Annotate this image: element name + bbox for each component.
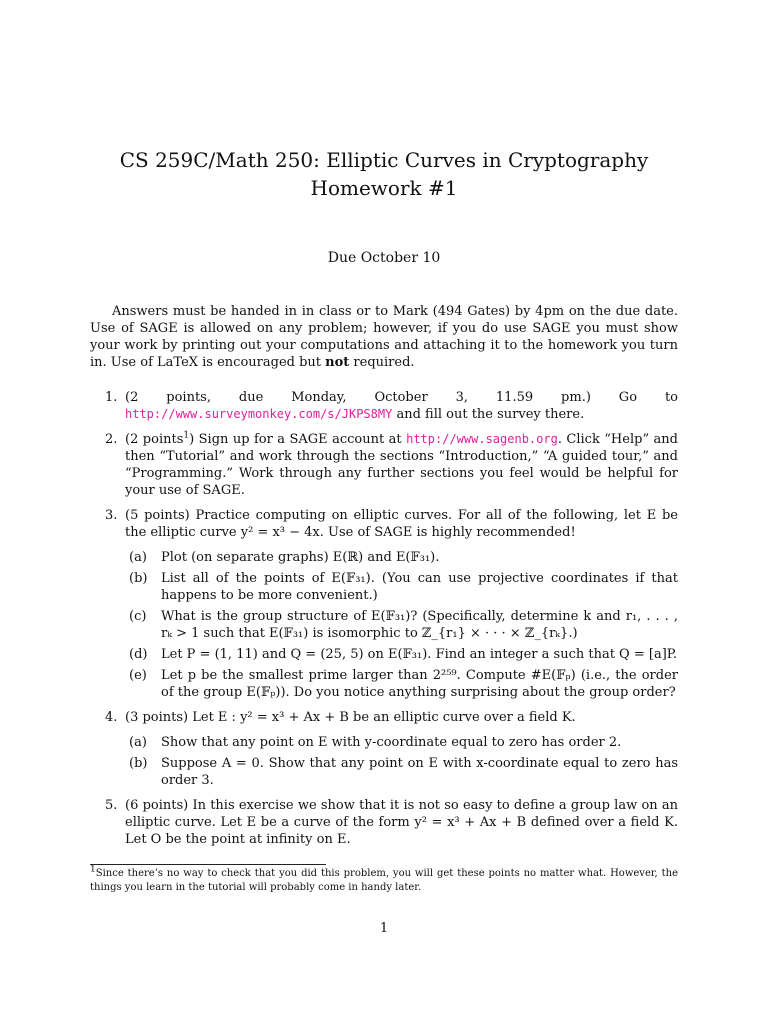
problem-number: 2.: [105, 432, 118, 447]
subproblem-text: Let P = (1, 11) and Q = (25, 5) on E(𝔽₃₁). Find an integer a such that Q = [a]P.: [161, 647, 678, 662]
subproblem-label: (d): [129, 647, 148, 662]
title-block: [0, 146, 768, 202]
subproblem-label: (c): [129, 609, 147, 624]
problem-text-mid: ) Sign up for a SAGE account at: [189, 432, 407, 447]
problem-text: (2 points: [125, 432, 184, 447]
subproblem-list: [125, 734, 678, 789]
subproblem-text: List all of the points of E(𝔽₃₁). (You can use projective coordinates if that happens to be more convenient.): [161, 571, 678, 603]
subproblem-a: [125, 549, 678, 566]
sagenb-link[interactable]: http://www.sagenb.org: [406, 432, 558, 446]
surveymonkey-link[interactable]: http://www.surveymonkey.com/s/JKPS8MY: [125, 407, 393, 421]
footnote-reference[interactable]: 1: [183, 430, 190, 441]
subproblem-c: [125, 608, 678, 642]
footnote: [90, 864, 678, 895]
problem-text-end: . Click “Help” and then “Tutorial” and work through the sections “Introduction,” “A guided tour,” and “Programming.” Work through any further sections you feel would be helpful for your use of SAGE.: [125, 432, 678, 498]
intro-paragraph: [90, 303, 678, 371]
subproblem-list: [125, 549, 678, 701]
problem-list: [90, 389, 678, 856]
subproblem-text: What is the group structure of E(𝔽₃₁)? (Specifically, determine k and r₁, . . . , rₖ > 1 such that E(𝔽₃₁) is isomorphic to ℤ_{r₁} × · · · × ℤ_{rₖ}.): [161, 609, 678, 641]
problem-number: 3.: [105, 508, 118, 523]
document-subtitle: Homework #1: [310, 176, 458, 200]
subproblem-label: (e): [129, 668, 147, 683]
subproblem-text: Show that any point on E with y-coordinate equal to zero has order 2.: [161, 735, 622, 750]
document-title: CS 259C/Math 250: Elliptic Curves in Cryptography: [119, 148, 649, 172]
problem-2: [90, 431, 678, 499]
problem-number: 5.: [105, 798, 118, 813]
subproblem-e: [125, 667, 678, 701]
problem-5: [90, 797, 678, 848]
due-date: Due October 10: [327, 250, 441, 266]
subproblem-b: [125, 570, 678, 604]
problem-3: [90, 507, 678, 701]
footnote-rule: [90, 864, 326, 865]
subproblem-d: [125, 646, 678, 663]
page-number: 1: [379, 921, 389, 936]
problem-text: (3 points) Let E : y² = x³ + Ax + B be an elliptic curve over a field K.: [125, 710, 576, 725]
footnote-mark: 1: [90, 864, 96, 875]
subproblem-b: [125, 755, 678, 789]
subproblem-label: (b): [129, 571, 148, 586]
problem-4: [90, 709, 678, 789]
intro-text: Answers must be handed in in class or to Mark (494 Gates) by 4pm on the due date. Use of SAGE is allowed on any problem; however, if you do use SAGE you must show your work by printing out your computations and attaching it to the homework you turn in. Use of LaTeX is encouraged but: [90, 304, 678, 370]
intro-text-end: required.: [349, 355, 415, 370]
subproblem-text: Plot (on separate graphs) E(ℝ) and E(𝔽₃₁).: [161, 550, 440, 565]
subproblem-label: (b): [129, 756, 148, 771]
problem-text: (5 points) Practice computing on elliptic curves. For all of the following, let E be the elliptic curve y² = x³ − 4x. Use of SAGE is highly recommended!: [125, 508, 678, 540]
subproblem-a: [125, 734, 678, 751]
problem-text: (6 points) In this exercise we show that it is not so easy to define a group law on an elliptic curve. Let E be a curve of the form y² = x³ + Ax + B defined over a field K. Let O be the point at infinity on E.: [125, 798, 678, 847]
problem-number: 1.: [105, 390, 118, 405]
subproblem-label: (a): [129, 550, 147, 565]
subproblem-label: (a): [129, 735, 147, 750]
problem-text-end: and fill out the survey there.: [392, 407, 585, 422]
subproblem-text: Suppose A = 0. Show that any point on E with x-coordinate equal to zero has order 3.: [161, 756, 678, 788]
subproblem-text: Let p be the smallest prime larger than 2²⁵⁹. Compute #E(𝔽ₚ) (i.e., the order of the group E(𝔽ₚ)). Do you notice anything surprising about the group order?: [161, 668, 678, 700]
footnote-text: Since there’s no way to check that you did this problem, you will get these points no matter what. However, the things you learn in the tutorial will probably come in handy later.: [90, 868, 678, 893]
intro-bold-not: not: [325, 355, 350, 370]
problem-number: 4.: [105, 710, 118, 725]
problem-text: (2 points, due Monday, October 3, 11.59 pm.) Go to: [125, 390, 678, 405]
problem-1: [90, 389, 678, 423]
